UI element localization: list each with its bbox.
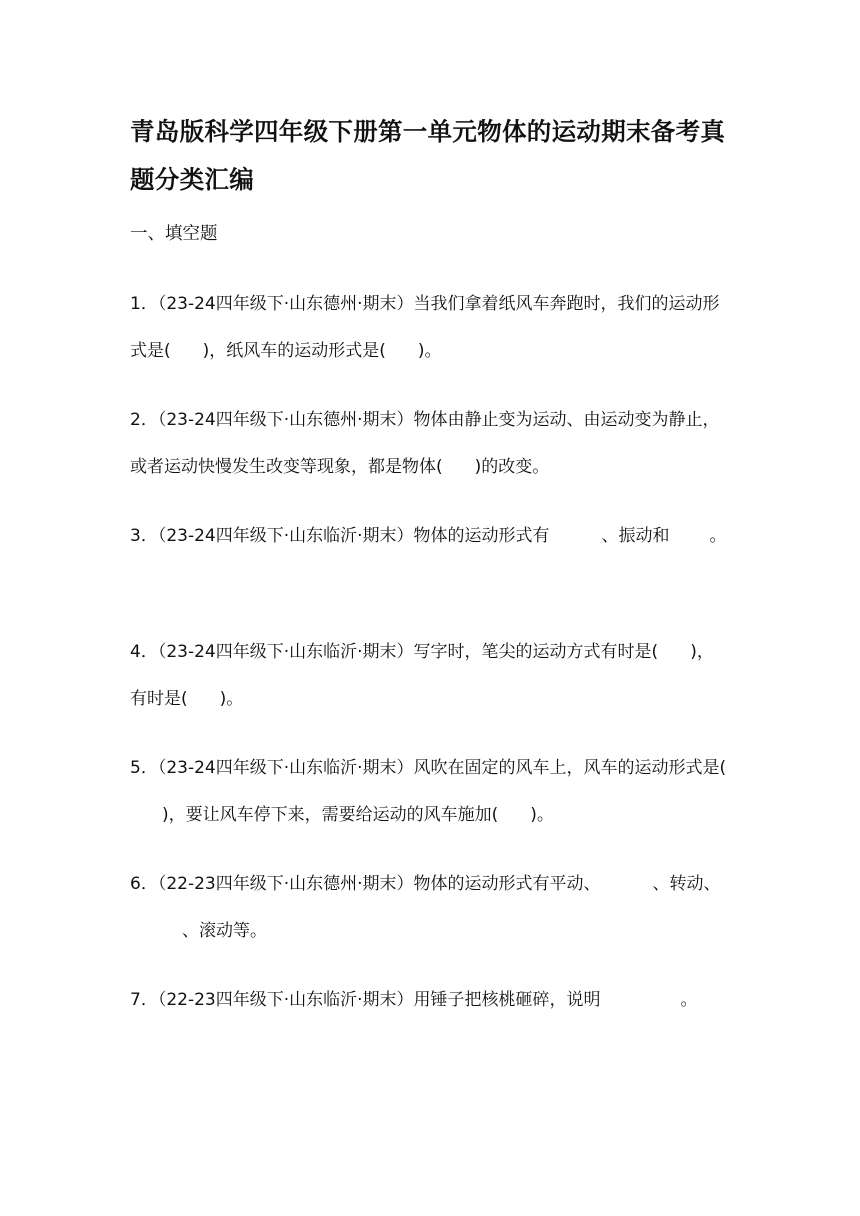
question-5 — [130, 745, 730, 839]
question-2 — [130, 397, 730, 491]
question-source: （23-24四年级下·山东临沂·期末） — [157, 758, 414, 778]
question-number: 4． — [130, 642, 158, 662]
question-text: )的改变。 — [474, 457, 550, 477]
question-text: 物体的运动形式有平动、 — [413, 874, 601, 894]
question-text: )，要让风车停下来，需要给运动的风车施加( — [162, 805, 499, 825]
question-number: 3． — [130, 526, 158, 546]
question-source: （22-23四年级下·山东德州·期末） — [157, 874, 414, 894]
question-3 — [130, 513, 730, 560]
question-source: （23-24四年级下·山东德州·期末） — [157, 294, 414, 314]
document-title: 青岛版科学四年级下册第一单元物体的运动期末备考真题分类汇编 — [130, 117, 726, 194]
question-text: 物体由静止变为运动、由运动变为静止，或者运动快慢发生改变等现象，都是物体( — [130, 410, 720, 477]
question-number: 1． — [130, 294, 158, 314]
question-text: 写字时，笔尖的运动方式有时是( — [413, 642, 659, 662]
question-1 — [130, 281, 730, 375]
question-6 — [130, 861, 730, 955]
question-number: 6． — [130, 874, 158, 894]
question-number: 2． — [130, 410, 158, 430]
question-text: )。 — [417, 341, 442, 361]
question-text: 。 — [709, 526, 727, 546]
question-text: 。 — [680, 990, 698, 1010]
question-text: 物体的运动形式有 — [413, 526, 550, 546]
question-7 — [130, 977, 730, 1024]
question-4 — [130, 629, 730, 723]
question-source: （23-24四年级下·山东德州·期末） — [157, 410, 414, 430]
question-text: )，有时是( — [130, 642, 714, 709]
question-text: )。 — [530, 805, 554, 825]
question-text: 、振动和 — [601, 526, 670, 546]
section-heading: 一、填空题 — [130, 224, 218, 244]
question-text: 风吹在固定的风车上，风车的运动形式是( — [413, 758, 727, 778]
question-text: )。 — [219, 689, 244, 709]
question-text: 当我们拿着纸风车奔跑时，我们的运动形式是( — [130, 294, 720, 361]
question-source: （22-23四年级下·山东临沂·期末） — [157, 990, 414, 1010]
question-source: （23-24四年级下·山东临沂·期末） — [157, 526, 414, 546]
question-number: 5． — [130, 758, 158, 778]
question-number: 7． — [130, 990, 158, 1010]
question-text: )，纸风车的运动形式是( — [202, 341, 386, 361]
question-text: 用锤子把核桃砸碎，说明 — [413, 990, 601, 1010]
question-source: （23-24四年级下·山东临沂·期末） — [157, 642, 414, 662]
question-text: 、滚动等。 — [182, 921, 267, 941]
question-text: 、转动、 — [652, 874, 721, 894]
